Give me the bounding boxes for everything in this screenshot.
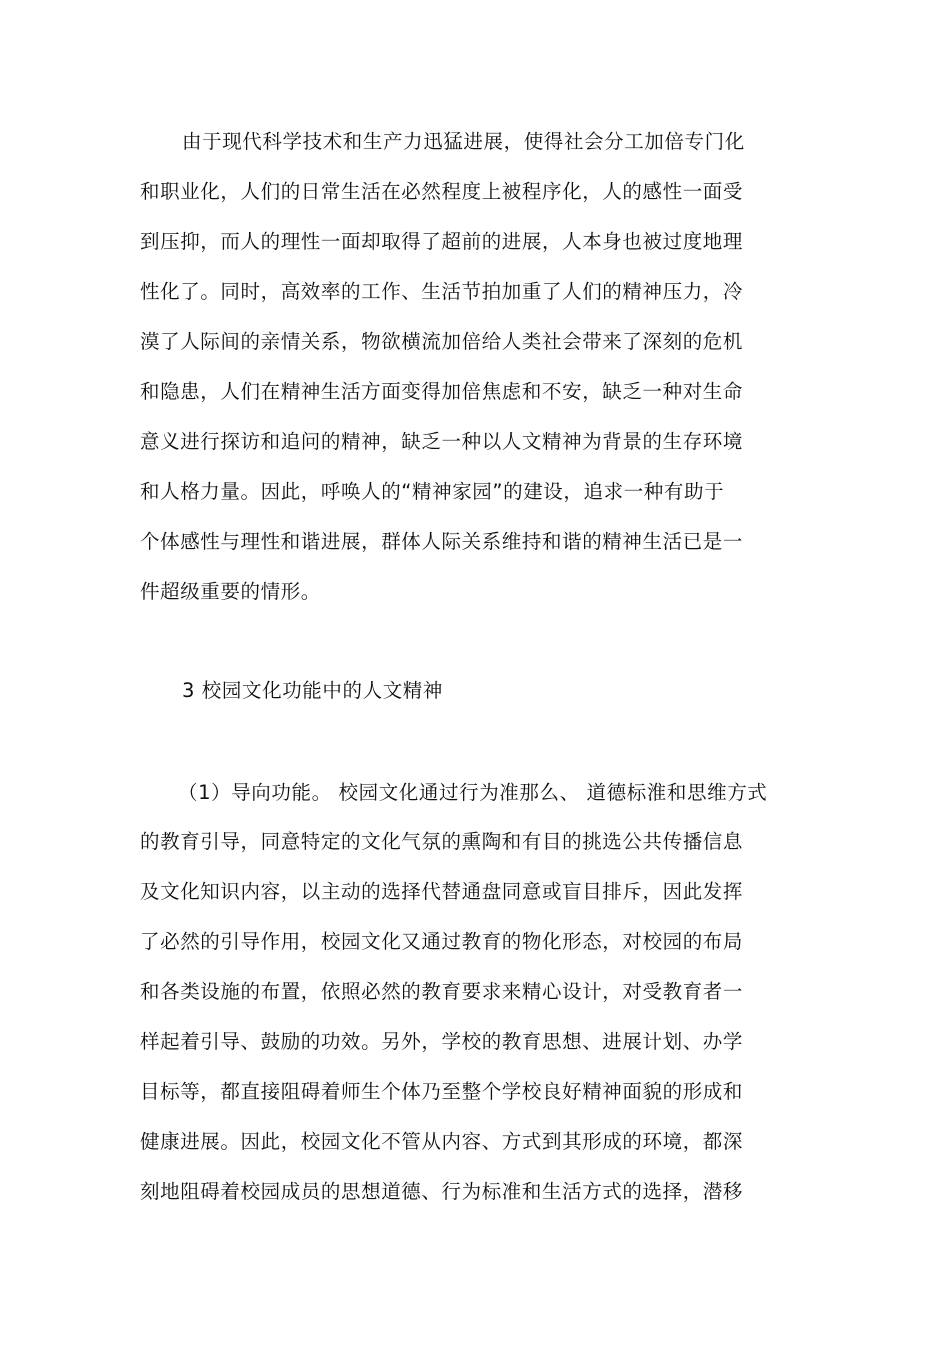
paragraph-line: 刻地阻碍着校园成员的思想道德、行为标准和生活方式的选择，潜移 — [140, 1180, 744, 1203]
paragraph-line: 和人格力量。因此，呼唤人的“精神家园”的建设，追求一种有助于 — [140, 480, 725, 503]
paragraph-line: 目标等，都直接阻碍着师生个体乃至整个学校良好精神面貌的形成和 — [140, 1080, 744, 1103]
paragraph-line: 了必然的引导作用，校园文化又通过教育的物化形态，对校园的布局 — [140, 930, 744, 953]
paragraph-line: 健康进展。因此，校园文化不管从内容、方式到其形成的环境，都深 — [140, 1130, 744, 1153]
paragraph-line: 性化了。同时，高效率的工作、生活节拍加重了人们的精神压力，冷 — [140, 280, 744, 303]
paragraph-line: 及文化知识内容，以主动的选择代替通盘同意或盲目排斥，因此发挥 — [140, 880, 744, 903]
paragraph-line: 和各类设施的布置，依照必然的教育要求来精心设计，对受教育者一 — [140, 980, 744, 1003]
paragraph-line: 由于现代科学技术和生产力迅猛进展，使得社会分工加倍专门化 — [182, 130, 745, 153]
paragraph-line: 和职业化，人们的日常生活在必然程度上被程序化，人的感性一面受 — [140, 180, 744, 203]
paragraph-line: 和隐患，人们在精神生活方面变得加倍焦虑和不安，缺乏一种对生命 — [140, 380, 744, 403]
section-heading: 3 校园文化功能中的人文精神 — [182, 679, 444, 702]
paragraph-line: 漠了人际间的亲情关系，物欲横流加倍给人类社会带来了深刻的危机 — [140, 330, 744, 353]
paragraph-line: （1）导向功能。 校园文化通过行为准那么、 道德标淮和思维方式 — [178, 781, 768, 804]
paragraph-line: 样起着引导、鼓励的功效。另外，学校的教育思想、进展计划、办学 — [140, 1030, 744, 1053]
paragraph-line: 的教育引导，同意特定的文化气氛的熏陶和有目的挑选公共传播信息 — [140, 830, 744, 853]
paragraph-line: 意义进行探访和追问的精神，缺乏一种以人文精神为背景的生存环境 — [140, 430, 744, 453]
paragraph-line: 个体感性与理性和谐进展，群体人际关系维持和谐的精神生活已是一 — [140, 530, 744, 553]
paragraph-line: 件超级重要的情形。 — [140, 580, 321, 603]
paragraph-line: 到压抑，而人的理性一面却取得了超前的进展，人本身也被过度地理 — [140, 230, 744, 253]
